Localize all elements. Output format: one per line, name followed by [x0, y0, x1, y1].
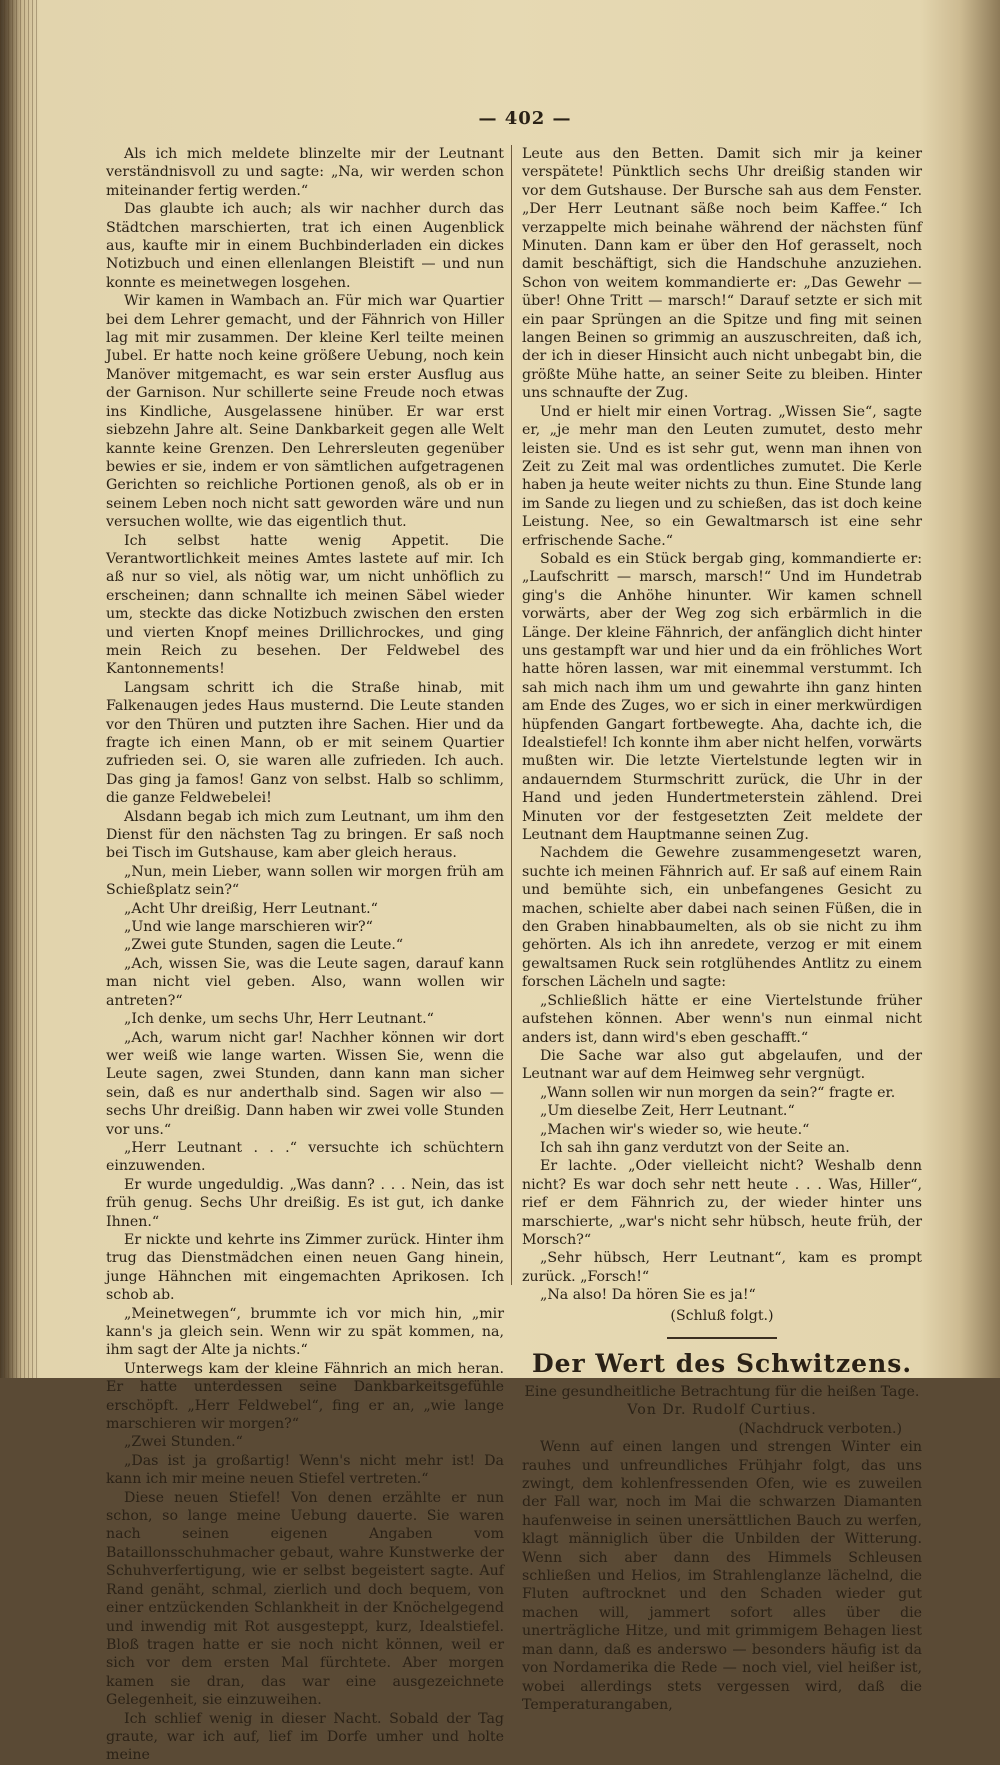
paragraph: „Zwei gute Stunden, sagen die Leute.“ — [124, 937, 404, 954]
paragraph: „Das ist ja großartig! Wenn's nicht mehr ist! Da kann ich mir meine neuen Stiefel vertreten.“ — [106, 1452, 504, 1488]
paragraph: Leute aus den Betten. Damit sich mir ja keiner verspätete! Pünktlich sechs Uhr dreißig standen wir vor dem Gutshause. Der Bursche sah aus dem Fenster. „Der Herr Leutnant säße noch beim Kaffee.“ Ich verzappelte mich beinahe während der nächsten fünf Minuten. Dann kam er über den Hof gerasselt, noch damit beschäftigt, sich die Handschuhe anzuziehen. Schon von weitem kommandierte er: „Das Gewehr — über! Ohne Tritt — marsch!“ Darauf setzte er sich mit ein paar Sprüngen an die Spitze und fing mit seinen langen Beinen so grimmig an auszuschreiten, daß ich, der ich in dieser Hinsicht auch nicht unbegabt bin, die größte Mühe hatte, an seiner Seite zu bleiben. Hinter uns schnaufte der Zug. — [522, 146, 922, 402]
section-divider — [667, 1337, 777, 1339]
paragraph: Er wurde ungeduldig. „Was dann? . . . Nein, das ist früh genug. Sechs Uhr dreißig. Es ist gut, ich danke Ihnen.“ — [106, 1176, 504, 1230]
paragraph: Diese neuen Stiefel! Von denen erzählte er nun schon, so lange meine Uebung dauerte. Sie waren nach seinen eigenen Angaben vom Bataillonsschuhmacher gebaut, wahre Kunstwerke der Schuhverfertigung, wie er selbst begeistert sagte. Auf Rand genäht, schmal, zierlich und doch bequem, von einer entzückenden Schlankheit in der Knöchelgegend und inwendig mit Rot ausgesteppt, kurz, Idealstiefel. Bloß tragen hatte er sie noch nicht können, weil er sich vor dem ersten Mal fürchtete. Aber morgen kamen sie dran, das war eine ausgezeichnete Gelegenheit, sie einzuweihen. — [106, 1489, 504, 1709]
continuation-note: (Schluß folgt.) — [670, 1307, 774, 1324]
paragraph: „Wann sollen wir nun morgen da sein?“ fragte er. — [540, 1084, 896, 1101]
paragraph: Das glaubte ich auch; als wir nachher durch das Städtchen marschierten, trat ich einen Augenblick aus, kaufte mir in einem Buchbinderladen ein dickes Notizbuch und einen ellenlangen Bleistift — und nun konnte es meinetwegen losgehen. — [106, 201, 504, 291]
paragraph: Die Sache war also gut abgelaufen, und der Leutnant war auf dem Heimweg sehr vergnügt. — [522, 1047, 922, 1083]
paragraph: Langsam schritt ich die Straße hinab, mit Falkenaugen jedes Haus musternd. Die Leute standen vor den Thüren und putzten ihre Sachen. Hier und da fragte ich einen Mann, ob er mit seinem Quartier zufrieden sei. O, sie waren alle zufrieden. Ich auch. Das ging ja famos! Ganz von selbst. Halb so schlimm, die ganze Feldwebelei! — [106, 679, 504, 807]
paragraph: Wir kamen in Wambach an. Für mich war Quartier bei dem Lehrer gemacht, und der Fähnrich von Hiller lag mit mir zusammen. Der kleine Kerl teilte meinen Jubel. Er hatte noch keine größere Uebung, noch kein Manöver mitgemacht, es war sein erster Ausflug aus der Garnison. Nur schillerte seine Freude noch etwas ins Kindliche, Ausgelassene hinüber. Er war erst siebzehn Jahre alt. Seine Dankbarkeit gegen alle Welt kannte keine Grenzen. Den Lehrersleuten gegenüber bewies er sie, indem er von sämtlichen aufgetragenen Gerichten so reichliche Portionen genoß, als ob er in seinem Leben noch nicht satt geworden wäre und nun versuchen wollte, wie das eigentlich thut. — [106, 293, 504, 531]
paragraph: Als ich mich meldete blinzelte mir der Leutnant verständnisvoll zu und sagte: „Na, wir werden schon miteinander fertig werden.“ — [106, 146, 504, 199]
paragraph: „Ach, warum nicht gar! Nachher können wir dort wer weiß wie lange warten. Wissen Sie, wenn die Leute sagen, zwei Stunden, dann kann man sicher sein, daß es nur anderthalb sind. Sagen wir also — sechs Uhr dreißig. Dann haben wir zwei volle Stunden vor uns.“ — [106, 1029, 504, 1138]
column-divider — [511, 145, 512, 1285]
left-column — [106, 145, 504, 1764]
paragraph: „Herr Leutnant . . .“ versuchte ich schüchtern einzuwenden. — [106, 1139, 504, 1175]
paragraph: „Meinetwegen“, brummte ich vor mich hin, „mir kann's ja gleich sein. Wenn wir zu spät kommen, na, ihm sagt der Alte ja nichts.“ — [106, 1305, 504, 1359]
page-stack-edge — [0, 0, 40, 1378]
paragraph: „Sehr hübsch, Herr Leutnant“, kam es prompt zurück. „Forsch!“ — [522, 1250, 922, 1285]
paragraph: Er lachte. „Oder vielleicht nicht? Weshalb denn nicht? Es war doch sehr nett heute . . . Was, Hiller“, rief er dem Fähnrich zu, der wieder hinter uns marschierte, „war's nicht sehr hübsch, heute früh, der Morsch?“ — [522, 1158, 922, 1248]
reprint-note: (Nachdruck verboten.) — [738, 1420, 902, 1437]
paragraph: Alsdann begab ich mich zum Leutnant, um ihm den Dienst für den nächsten Tag zu bringen. Er saß noch bei Tisch im Gutshause, kam aber gleich heraus. — [106, 808, 504, 862]
paragraph: Er nickte und kehrte ins Zimmer zurück. Hinter ihm trug das Dienstmädchen einen neuen Gang hinein, junge Hähnchen mit eingemachten Aprikosen. Ich schob ab. — [106, 1231, 504, 1304]
paragraph: Ich schlief wenig in dieser Nacht. Sobald der Tag graute, war ich auf, lief im Dorfe umher und holte meine — [106, 1710, 504, 1764]
page-number: — 402 — — [478, 108, 572, 129]
paragraph: „Acht Uhr dreißig, Herr Leutnant.“ — [124, 900, 378, 917]
right-column — [522, 145, 922, 1713]
paragraph: Sobald es ein Stück bergab ging, kommandierte er: „Laufschritt — marsch, marsch!“ Und im Hundetrab ging's die Anhöhe hinunter. Wir kamen schnell vorwärts, aber der Weg zog sich erbärmlich in die Länge. Der kleine Fähnrich, der anfänglich dicht hinter uns gestampft war und hier und da ein fröhliches Wort hatte hören lassen, war mit einemmal verstummt. Ich sah mich nach ihm um und gewahrte ihn ganz hinten am Ende des Zuges, wo er sich in einer merkwürdigen hüpfenden Gangart fortbewegte. Aha, dachte ich, die Idealstiefel! Ich konnte ihm aber nicht helfen, vorwärts mußten wir. Die letzte Viertelstunde legten wir in andauerndem Sturmschritt zurück, die Uhr in der Hand und jeden Hundertmeterstein zählend. Drei Minuten vor der festgesetzten Zeit meldete der Leutnant dem Hauptmanne seinen Zug. — [522, 550, 922, 844]
article-title: Der Wert des Schwitzens. — [531, 1349, 913, 1378]
paragraph: Nachdem die Gewehre zusammengesetzt waren, suchte ich meinen Fähnrich auf. Er saß auf einem Rain und bemühte sich, ein unbefangenes Gesicht zu machen, schielte aber dabei nach seinen Füßen, die in den Graben hinabbaumelten, als ob sie nicht zu ihm gehörten. Als ich ihn anredete, verzog er mit einem gewaltsamen Ruck sein rotglühendes Antlitz zu einem forschen Lächeln und sagte: — [522, 845, 922, 991]
paragraph: „Machen wir's wieder so, wie heute.“ — [540, 1121, 810, 1138]
paragraph: „Um dieselbe Zeit, Herr Leutnant.“ — [540, 1103, 795, 1120]
paragraph: Und er hielt mir einen Vortrag. „Wissen Sie“, sagte er, „je mehr man den Leuten zumutet, desto mehr leisten sie. Und es ist sehr gut, wenn man ihnen von Zeit zu Zeit mal was ordentliches zumutet. Die Kerle haben ja heute weiter nichts zu thun. Eine Stunde lang im Sande zu liegen und zu schießen, das ist doch keine Leistung. Nee, so ein Gewaltmarsch ist eine sehr erfrischende Sache.“ — [522, 403, 922, 549]
paragraph: Ich sah ihn ganz verdutzt von der Seite an. — [540, 1139, 850, 1156]
article-paragraph: Wenn auf einen langen und strengen Winter ein rauhes und unfreundliches Frühjahr folgt, das uns zwingt, dem kohlenfressenden Ofen, wie es zuweilen der Fall war, noch im Mai die schwarzen Diamanten haufenweise in seinen unersättlichen Bauch zu werfen, klagt männiglich über die Unbilden der Witterung. Wenn sich aber dann des Himmels Schleusen schließen und Helios, im Strahlenglanze lächelnd, die Fluten auftrocknet und den Schaden wieder gut machen will, jammert sofort alles über die unerträgliche Hitze, und mit grimmigem Behagen liest man dann, daß es anderswo — besonders häufig ist da von Nordamerika die Rede — noch viel, viel heißer ist, wobei allerdings stets vergessen wird, daß die Temperaturangaben, — [522, 1439, 922, 1713]
paragraph: „Und wie lange marschieren wir?“ — [124, 919, 373, 936]
article-subtitle: Eine gesundheitliche Betrachtung für die heißen Tage. — [524, 1384, 920, 1400]
paragraph: „Schließlich hätte er eine Viertelstunde früher aufstehen können. Aber wenn's nun einmal nicht anders ist, dann wird's eben geschafft.“ — [522, 992, 922, 1046]
paragraph: „Ich denke, um sechs Uhr, Herr Leutnant.“ — [124, 1011, 434, 1028]
paragraph: „Zwei Stunden.“ — [124, 1434, 243, 1451]
paragraph: Ich selbst hatte wenig Appetit. Die Verantwortlichkeit meines Amtes lastete auf mir. Ich aß nur so viel, als nötig war, um nicht unhöflich zu erscheinen; dann schnallte ich meinen Säbel wieder um, steckte das dicke Notizbuch zwischen den ersten und vierten Knopf meines Drillichrockes, und ging mein Reich zu besehen. Der Feldwebel des Kantonnements! — [106, 532, 504, 678]
bleed-through-text — [786, 98, 986, 138]
paragraph: Unterwegs kam der kleine Fähnrich an mich heran. Er hatte unterdessen seine Dankbarkeitsgefühle erschöpft. „Herr Feldwebel“, fing er an, „wie lange marschieren wir morgen?“ — [106, 1360, 504, 1433]
article-byline: Von Dr. Rudolf Curtius. — [627, 1402, 817, 1419]
paragraph: „Na also! Da hören Sie es ja!“ — [540, 1287, 756, 1304]
paragraph: „Nun, mein Lieber, wann sollen wir morgen früh am Schießplatz sein?“ — [106, 863, 504, 899]
paragraph: „Ach, wissen Sie, was die Leute sagen, darauf kann man nicht viel geben. Also, wann wollen wir antreten?“ — [106, 955, 504, 1009]
